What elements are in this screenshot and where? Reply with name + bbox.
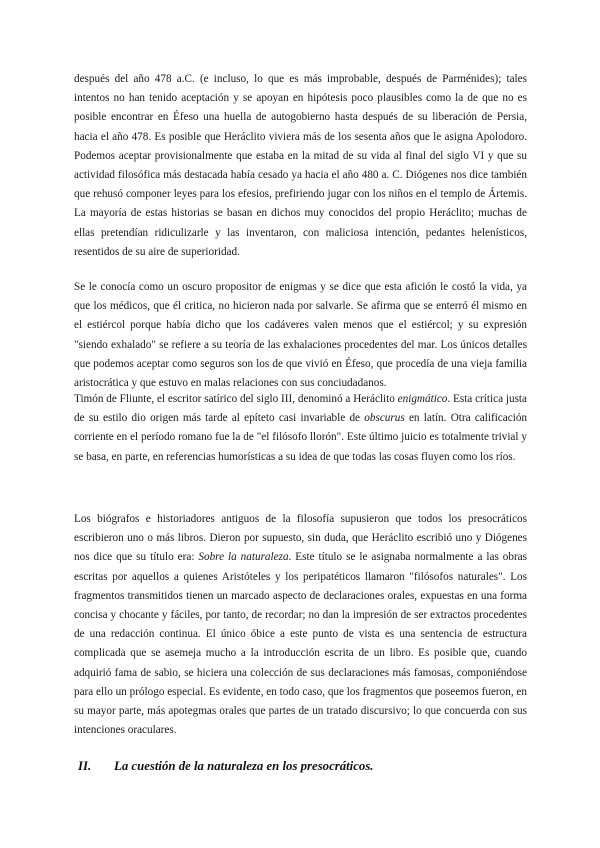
paragraph-4 bbox=[74, 510, 527, 740]
paragraph-text: . Esta crítica justa de su estilo dio origen más tarde al epíteto casi invariable de bbox=[74, 393, 527, 425]
paragraph-2 bbox=[74, 278, 527, 393]
paragraph-text: Se le conocía como un oscuro propositor de enigmas y se dice que esta afición le costó la vida, ya que los médicos, que él critica, no hicieron nada por salvarle. Se afirma que se enterró él mismo en el estiércol porque había dicho que los cadáveres valen menos que el estiércol; y su expresión "siendo exhalado" se refiere a su teoría de las exhalaciones procedentes del mar. Los únicos detalles que podemos aceptar como seguros son los de que vivió en Éfeso, que procedía de una vieja familia aristocrática y que estuvo en malas relaciones con sus conciudadanos. bbox=[74, 281, 527, 390]
paragraph-3 bbox=[74, 390, 527, 467]
paragraph-text: en latín. Otra calificación corriente en el período romano fue la de "el filósofo llorón". Este último juicio es totalmente trivial y se basa, en parte, en referencias humorísticas a su idea de que todas las cosas fluyen como los ríos. bbox=[74, 412, 528, 463]
section-number: II. bbox=[78, 759, 92, 773]
paragraph-text: Timón de Fliunte, el escritor satírico del siglo III, denominó a Heráclito bbox=[74, 393, 398, 405]
italic-text: Sobre la naturaleza bbox=[198, 551, 289, 564]
paragraph-text: después del año 478 a.C. (e incluso, lo que es más improbable, después de Parménides); tales intentos no han tenido aceptación y se apoyan en hipótesis poco plausibles como la de que no es posible encontrar en Éfeso una huella de autogobierno hasta después de su liberación de Persia, hacia el año 478. Es posible que Heráclito viviera más de los sesenta años que le asigna Apolodoro. Podemos aceptar provisionalmente que estaba en la mitad de su vida al final del siglo VI y que su actividad filosófica más destacada había cesado ya hacia el año 480 a. C. Diógenes nos dice también que rehusó componer leyes para los efesios, prefiriendo jugar con los niños en el templo de Ártemis. La mayoría de estas historias se basan en dichos muy conocidos del propio Heráclito; muchas de ellas pretendían ridiculizarle y las inventaron, con maliciosa intención, pedantes helenísticos, resentidos de su aire de superioridad. bbox=[74, 73, 527, 258]
italic-text: enigmático bbox=[397, 393, 448, 405]
paragraph-text: . Este título se le asignaba normalmente a las obras escritas por aquellos a quienes Aristóteles y los peripatéticos llamaron "filósofos naturales". Los fragmentos transmitidos tienen un marcado aspecto de declaraciones orales, expuestas en una forma concisa y chocante y fáciles, por tanto, de recordar; no dan la impresión de ser extractos procedentes de una redacción continua. El único óbice a este punto de vista es una sentencia de estructura complicada que se asemeja mucho a la introducción escrita de un libro. Es posible que, cuando adquirió fama de sabio, se hiciera una colección de sus declaraciones más famosas, componiéndose para ello un prólogo especial. Es evidente, en todo caso, que los fragmentos que poseemos fueron, en su mayor parte, más apotegmas orales que partes de un tratado discursivo; lo que concuerda con sus intenciones oraculares. bbox=[74, 551, 527, 737]
section-title: La cuestión de la naturaleza en los presocráticos. bbox=[114, 759, 374, 773]
paragraph-1 bbox=[74, 70, 527, 262]
italic-text: obscurus bbox=[364, 412, 405, 425]
section-heading bbox=[78, 759, 528, 774]
paragraph-text: Los biógrafos e historiadores antiguos de la filosofía supusieron que todos los presocráticos escribieron uno o más libros. Dieron por supuesto, sin duda, que Heráclito escribió uno y Diógenes nos dice que su título era: bbox=[74, 513, 527, 564]
